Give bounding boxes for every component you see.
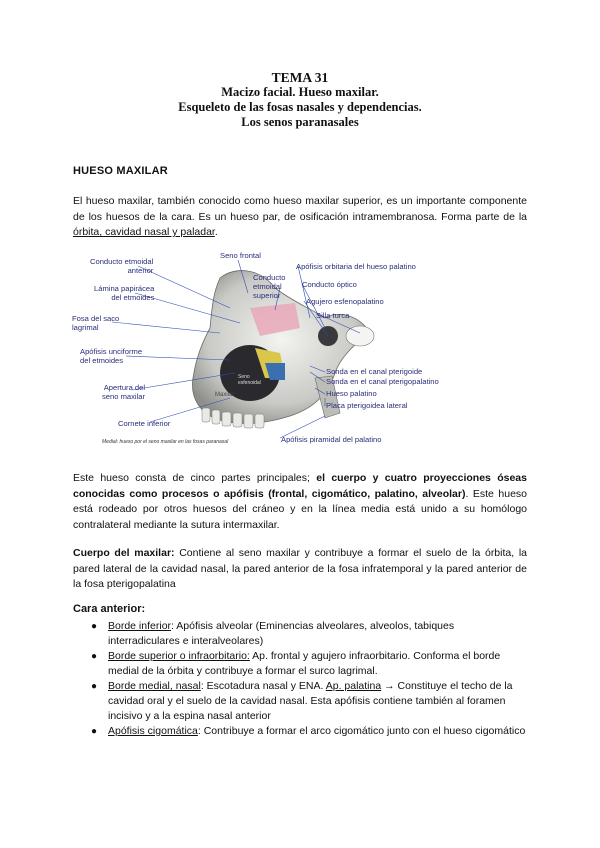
bullet-icon: ● (91, 651, 98, 662)
list-item (88, 619, 528, 649)
parts-paragraph (73, 471, 527, 533)
body-text: Contiene al seno maxilar y contribuye a formar el suelo de la órbita, la pared lateral de la cavidad nasal, la pared anterior de la fosa infratemporal y la pared anterior de la fosa pterigopalatina (73, 547, 527, 590)
item-key: Apófisis cigomática (108, 725, 198, 737)
body-paragraph (73, 546, 527, 593)
item-text: Apófisis alveolar (Eminencias alveolares, alveolos, tabiques interradiculares e interalveolares) (108, 620, 455, 647)
label-apofisis-piramidal: Apófisis piramidal del palatino (281, 435, 382, 444)
section-heading: HUESO MAXILAR (73, 165, 168, 177)
item-text-2: → Constituye el techo de la cavidad oral y el suelo de la cavidad nasal. Esta apófisis contiene también al foramen incisivo y a la espina nasal anterior (108, 680, 513, 722)
body-heading: Cuerpo del maxilar: (73, 547, 175, 559)
item-key: Borde inferior (108, 620, 172, 632)
intro-underlined: órbita, cavidad nasal y paladar (73, 226, 215, 238)
label-apofisis-orbitaria: Apófisis orbitaria del hueso palatino (296, 262, 416, 271)
figure-caption: Medial: hueso por el seno maxilar en las fosas paranasal (102, 439, 229, 445)
subtitle-line-2: Esqueleto de las fosas nasales y dependencias. (178, 100, 422, 114)
topic-title: TEMA 31 (271, 70, 329, 85)
list-item (88, 679, 528, 724)
item-text: Escotadura nasal y ENA. (206, 680, 326, 692)
label-apertura-seno-maxilar: Apertura del seno maxilar (102, 383, 146, 401)
label-sonda-canal-pterigopalatino: Sonda en el canal pterigopalatino (326, 377, 439, 386)
item-key: Borde medial, nasal (108, 680, 201, 692)
intro-text: El hueso maxilar, también conocido como hueso maxilar superior, es un importante componente de los huesos de la cara. Es un hueso par, de osificación intramembranosa. Forma parte de la (73, 195, 527, 223)
label-seno-esfenoidal-inner: Seno esfenoidal (238, 374, 261, 386)
label-conducto-etmoidal-anterior: Conducto etmoidal anterior (90, 257, 154, 275)
item-sep: : (197, 725, 204, 737)
intro-end: . (214, 226, 218, 238)
item-text: Ap. frontal y agujero infraorbitario. Conforma el borde medial de la órbita y contribuye a formar el surco lagrimal. (108, 650, 501, 677)
label-agujero-esfenopalatino: Agujero esfenopalatino (306, 297, 384, 306)
maxilla-anatomy-figure (70, 248, 470, 448)
label-conducto-etmoidal-superior: Conducto etmoidal superior (253, 273, 286, 300)
label-maxilar-inner: Maxilar (215, 392, 235, 398)
item-key-2: Ap. palatina (325, 680, 382, 692)
subtitle-line-3: Los senos paranasales (241, 115, 359, 129)
label-sonda-canal-pterigoide: Sonda en el canal pterigoide (326, 367, 423, 376)
label-lamina-papiracea: Lámina papirácea del etmoides (94, 284, 155, 302)
item-sep: : (171, 620, 177, 632)
parts-pre: Este hueso consta de cinco partes principales; (73, 472, 317, 484)
label-conducto-optico: Conducto óptico (302, 280, 357, 289)
intro-paragraph (73, 194, 527, 241)
bullet-icon: ● (91, 726, 98, 737)
parts-bold: el cuerpo y cuatro proyecciones óseas conocidas como procesos o apófisis (frontal, cigomático, palatino, alveolar) (73, 472, 527, 500)
item-sep: : (200, 680, 207, 692)
label-hueso-palatino: Hueso palatino (326, 389, 377, 398)
bullet-icon: ● (91, 621, 98, 632)
label-placa-pterigoidea-lateral: Placa pterigoidea lateral (326, 401, 408, 410)
label-silla-turca: Silla turca (316, 311, 350, 320)
label-fosa-saco-lagrimal: Fosa del saco lagrimal (72, 314, 120, 332)
label-seno-frontal: Seno frontal (220, 251, 261, 260)
subtitle-line-1: Macizo facial. Hueso maxilar. (221, 85, 379, 99)
bullet-icon: ● (91, 681, 98, 692)
label-cornete-inferior: Cornete inferior (118, 419, 171, 428)
label-apofisis-unciforme: Apófisis unciforme del etmoides (80, 347, 143, 365)
cara-anterior-heading: Cara anterior: (73, 603, 146, 615)
item-key: Borde superior o infraorbitario: (108, 650, 250, 662)
parts-post: . Este hueso está rodeado por otros huesos del cráneo y en la línea media está unido a su homólogo contralateral mediante la sutura intermaxilar. (73, 487, 527, 531)
list-item (88, 649, 528, 679)
item-text: Contribuye a formar el arco cigomático junto con el hueso cigomático (203, 725, 526, 737)
list-item (88, 724, 528, 739)
cara-anterior-list (88, 619, 528, 739)
document-header (0, 70, 600, 130)
